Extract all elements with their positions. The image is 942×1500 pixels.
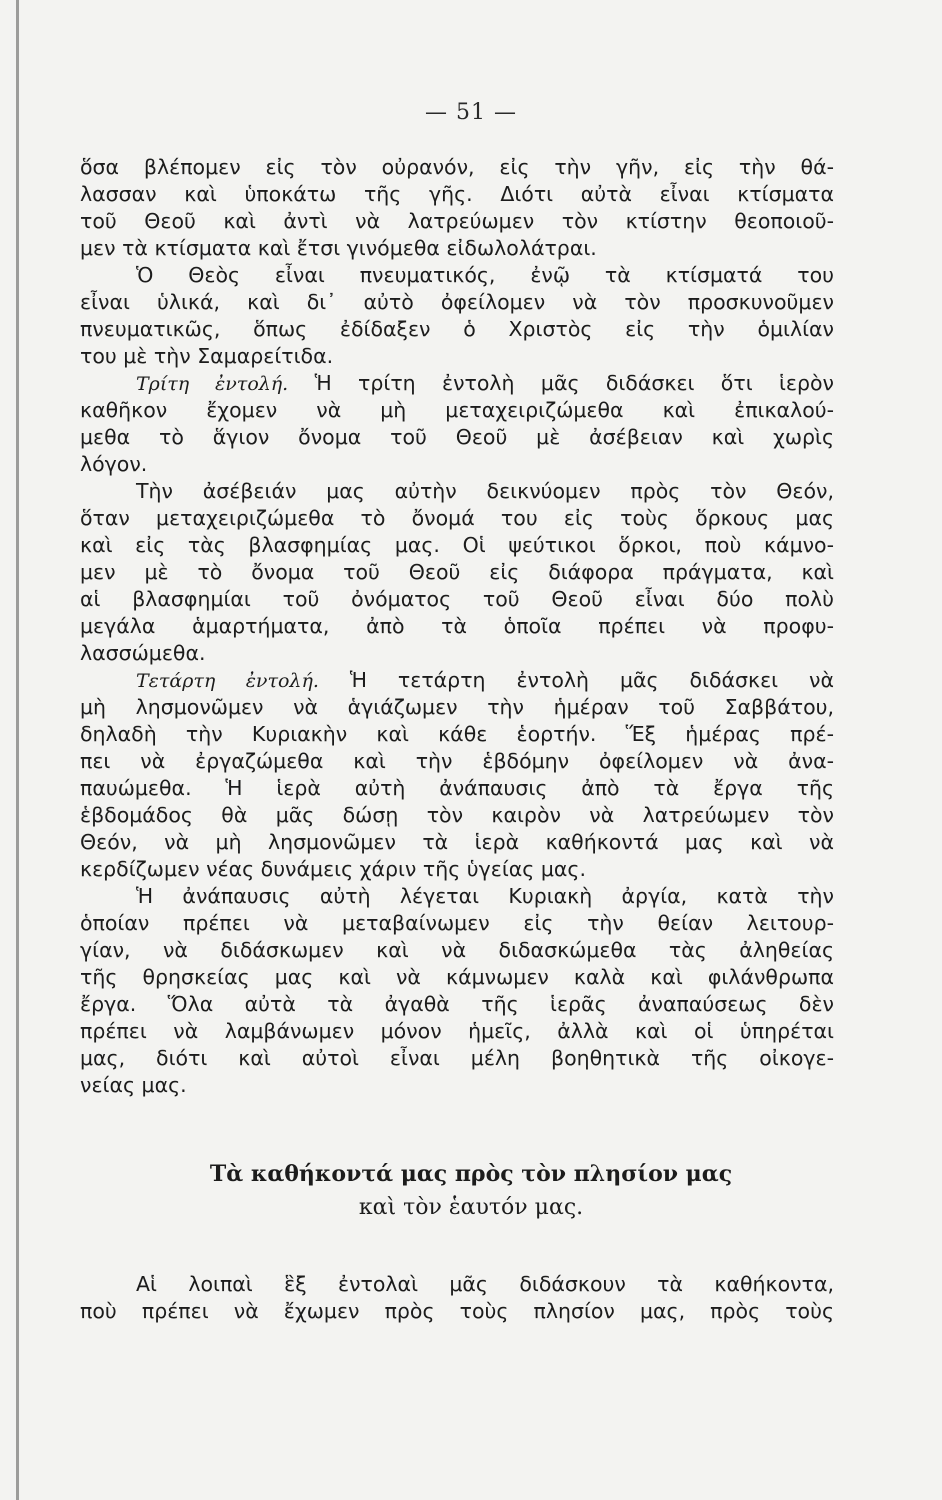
body-line-1: ὅσα βλέπομεν εἰς τὸν οὐρανόν, εἰς τὴν γῆν, εἰς τὴν θά-	[80, 155, 834, 179]
body-line-8: του μὲ τὴν Σαμαρείτιδα.	[80, 344, 334, 368]
body-line-7: πνευματικῶς, ὅπως ἐδίδαξεν ὁ Χριστὸς εἰς τὴν ὁμιλίαν	[80, 317, 834, 341]
body-line-5: Ὁ Θεὸς εἶναι πνευματικός, ἐνῷ τὰ κτίσματά του	[136, 263, 834, 287]
binding-edge	[16, 0, 19, 1500]
page-number: — 51 —	[425, 100, 517, 125]
section-label-fourth-commandment: Τετάρτη ἐντολή.	[136, 670, 319, 692]
body-line-18: μεγάλα ἁμαρτήματα, ἀπὸ τὰ ὁποῖα πρέπει νὰ προφυ-	[80, 614, 834, 638]
body-line-33: πρέπει νὰ λαμβάνωμεν μόνον ἡμεῖς, ἀλλὰ καὶ οἱ ὑπηρέται	[80, 1019, 834, 1043]
section-heading-line-1	[0, 1158, 942, 1191]
body-line-31: τῆς θρησκείας μας καὶ νὰ κάμνωμεν καλὰ καὶ φιλάνθρωπα	[80, 965, 834, 989]
body-line-12: λόγον.	[80, 452, 148, 476]
section-label-third-commandment: Τρίτη ἐντολή.	[136, 373, 289, 395]
body-line-9	[80, 370, 834, 397]
body-line-9-text: Ἡ τρίτη ἐντολὴ μᾶς διδάσκει ὅτι ἱερὸν	[288, 371, 834, 395]
body-line-27: κερδίζωμεν νέας δυνάμεις χάριν τῆς ὑγείας μας.	[80, 857, 586, 881]
body-line-29: ὁποίαν πρέπει νὰ μεταβαίνωμεν εἰς τὴν θείαν λειτουρ-	[80, 911, 834, 935]
body-line-21: μὴ λησμονῶμεν νὰ ἁγιάζωμεν τὴν ἡμέραν τοῦ Σαββάτου,	[80, 695, 834, 719]
body-line-14: ὅταν μεταχειριζώμεθα τὸ ὄνομά του εἰς τοὺς ὅρκους μας	[80, 506, 834, 530]
body-line-34: μας, διότι καὶ αὐτοὶ εἶναι μέλη βοηθητικὰ τῆς οἰκογε-	[80, 1046, 834, 1070]
body-line-16: μεν μὲ τὸ ὄνομα τοῦ Θεοῦ εἰς διάφορα πράγματα, καὶ	[80, 560, 834, 584]
closing-line-2: ποὺ πρέπει νὰ ἔχωμεν πρὸς τοὺς πλησίον μας, πρὸς τοὺς	[80, 1299, 834, 1323]
body-line-6: εἶναι ὑλικά, καὶ δι᾽ αὐτὸ ὀφείλομεν νὰ τὸν προσκυνοῦμεν	[80, 290, 834, 314]
body-line-25: ἑβδομάδος θὰ μᾶς δώσῃ τὸν καιρὸν νὰ λατρεύωμεν τὸν	[80, 803, 834, 827]
body-line-11: μεθα τὸ ἅγιον ὄνομα τοῦ Θεοῦ μὲ ἀσέβειαν καὶ χωρὶς	[80, 425, 834, 449]
body-line-35: νείας μας.	[80, 1073, 187, 1097]
body-line-24: παυώμεθα. Ἡ ἱερὰ αὐτὴ ἀνάπαυσις ἀπὸ τὰ ἔργα τῆς	[80, 776, 834, 800]
section-heading-line-2: καὶ τὸν ἑαυτόν μας.	[358, 1195, 584, 1220]
body-line-13: Τὴν ἀσέβειάν μας αὐτὴν δεικνύομεν πρὸς τὸν Θεόν,	[136, 479, 834, 503]
body-line-20-text: Ἡ τετάρτη ἐντολὴ μᾶς διδάσκει νὰ	[318, 668, 834, 692]
body-line-32: ἔργα. Ὅλα αὐτὰ τὰ ἀγαθὰ τῆς ἱερᾶς ἀναπαύσεως δὲν	[80, 992, 834, 1016]
closing-line-1: Αἱ λοιπαὶ ἓξ ἐντολαὶ μᾶς διδάσκουν τὰ καθήκοντα,	[136, 1272, 834, 1296]
body-line-30: γίαν, νὰ διδάσκωμεν καὶ νὰ διδασκώμεθα τὰς ἀληθείας	[80, 938, 834, 962]
body-line-3: τοῦ Θεοῦ καὶ ἀντὶ νὰ λατρεύωμεν τὸν κτίστην θεοποιοῦ-	[80, 209, 834, 233]
section-heading-text-1: Τὰ καθήκοντά μας πρὸς τὸν πλησίον μας	[209, 1161, 733, 1187]
body-line-19: λασσώμεθα.	[80, 641, 206, 665]
body-line-4: μεν τὰ κτίσματα καὶ ἔτσι γινόμεθα εἰδωλολάτραι.	[80, 236, 597, 260]
body-line-23: πει νὰ ἐργαζώμεθα καὶ τὴν ἑβδόμην ὀφείλομεν νὰ ἀνα-	[80, 749, 834, 773]
body-line-15: καὶ εἰς τὰς βλασφημίας μας. Οἱ ψεύτικοι ὅρκοι, ποὺ κάμνο-	[80, 533, 834, 557]
body-line-26: Θεόν, νὰ μὴ λησμονῶμεν τὰ ἱερὰ καθήκοντά μας καὶ νὰ	[80, 830, 834, 854]
body-line-20	[80, 667, 834, 694]
body-line-28: Ἡ ἀνάπαυσις αὐτὴ λέγεται Κυριακὴ ἀργία, κατὰ τὴν	[136, 884, 834, 908]
body-line-2: λασσαν καὶ ὑποκάτω τῆς γῆς. Διότι αὐτὰ εἶναι κτίσματα	[80, 182, 834, 206]
body-line-10: καθῆκον ἔχομεν νὰ μὴ μεταχειριζώμεθα καὶ ἐπικαλού-	[80, 398, 834, 422]
body-line-22: δηλαδὴ τὴν Κυριακὴν καὶ κάθε ἑορτήν. Ἕξ ἡμέρας πρέ-	[80, 722, 834, 746]
body-line-17: αἱ βλασφημίαι τοῦ ὀνόματος τοῦ Θεοῦ εἶναι δύο πολὺ	[80, 587, 834, 611]
